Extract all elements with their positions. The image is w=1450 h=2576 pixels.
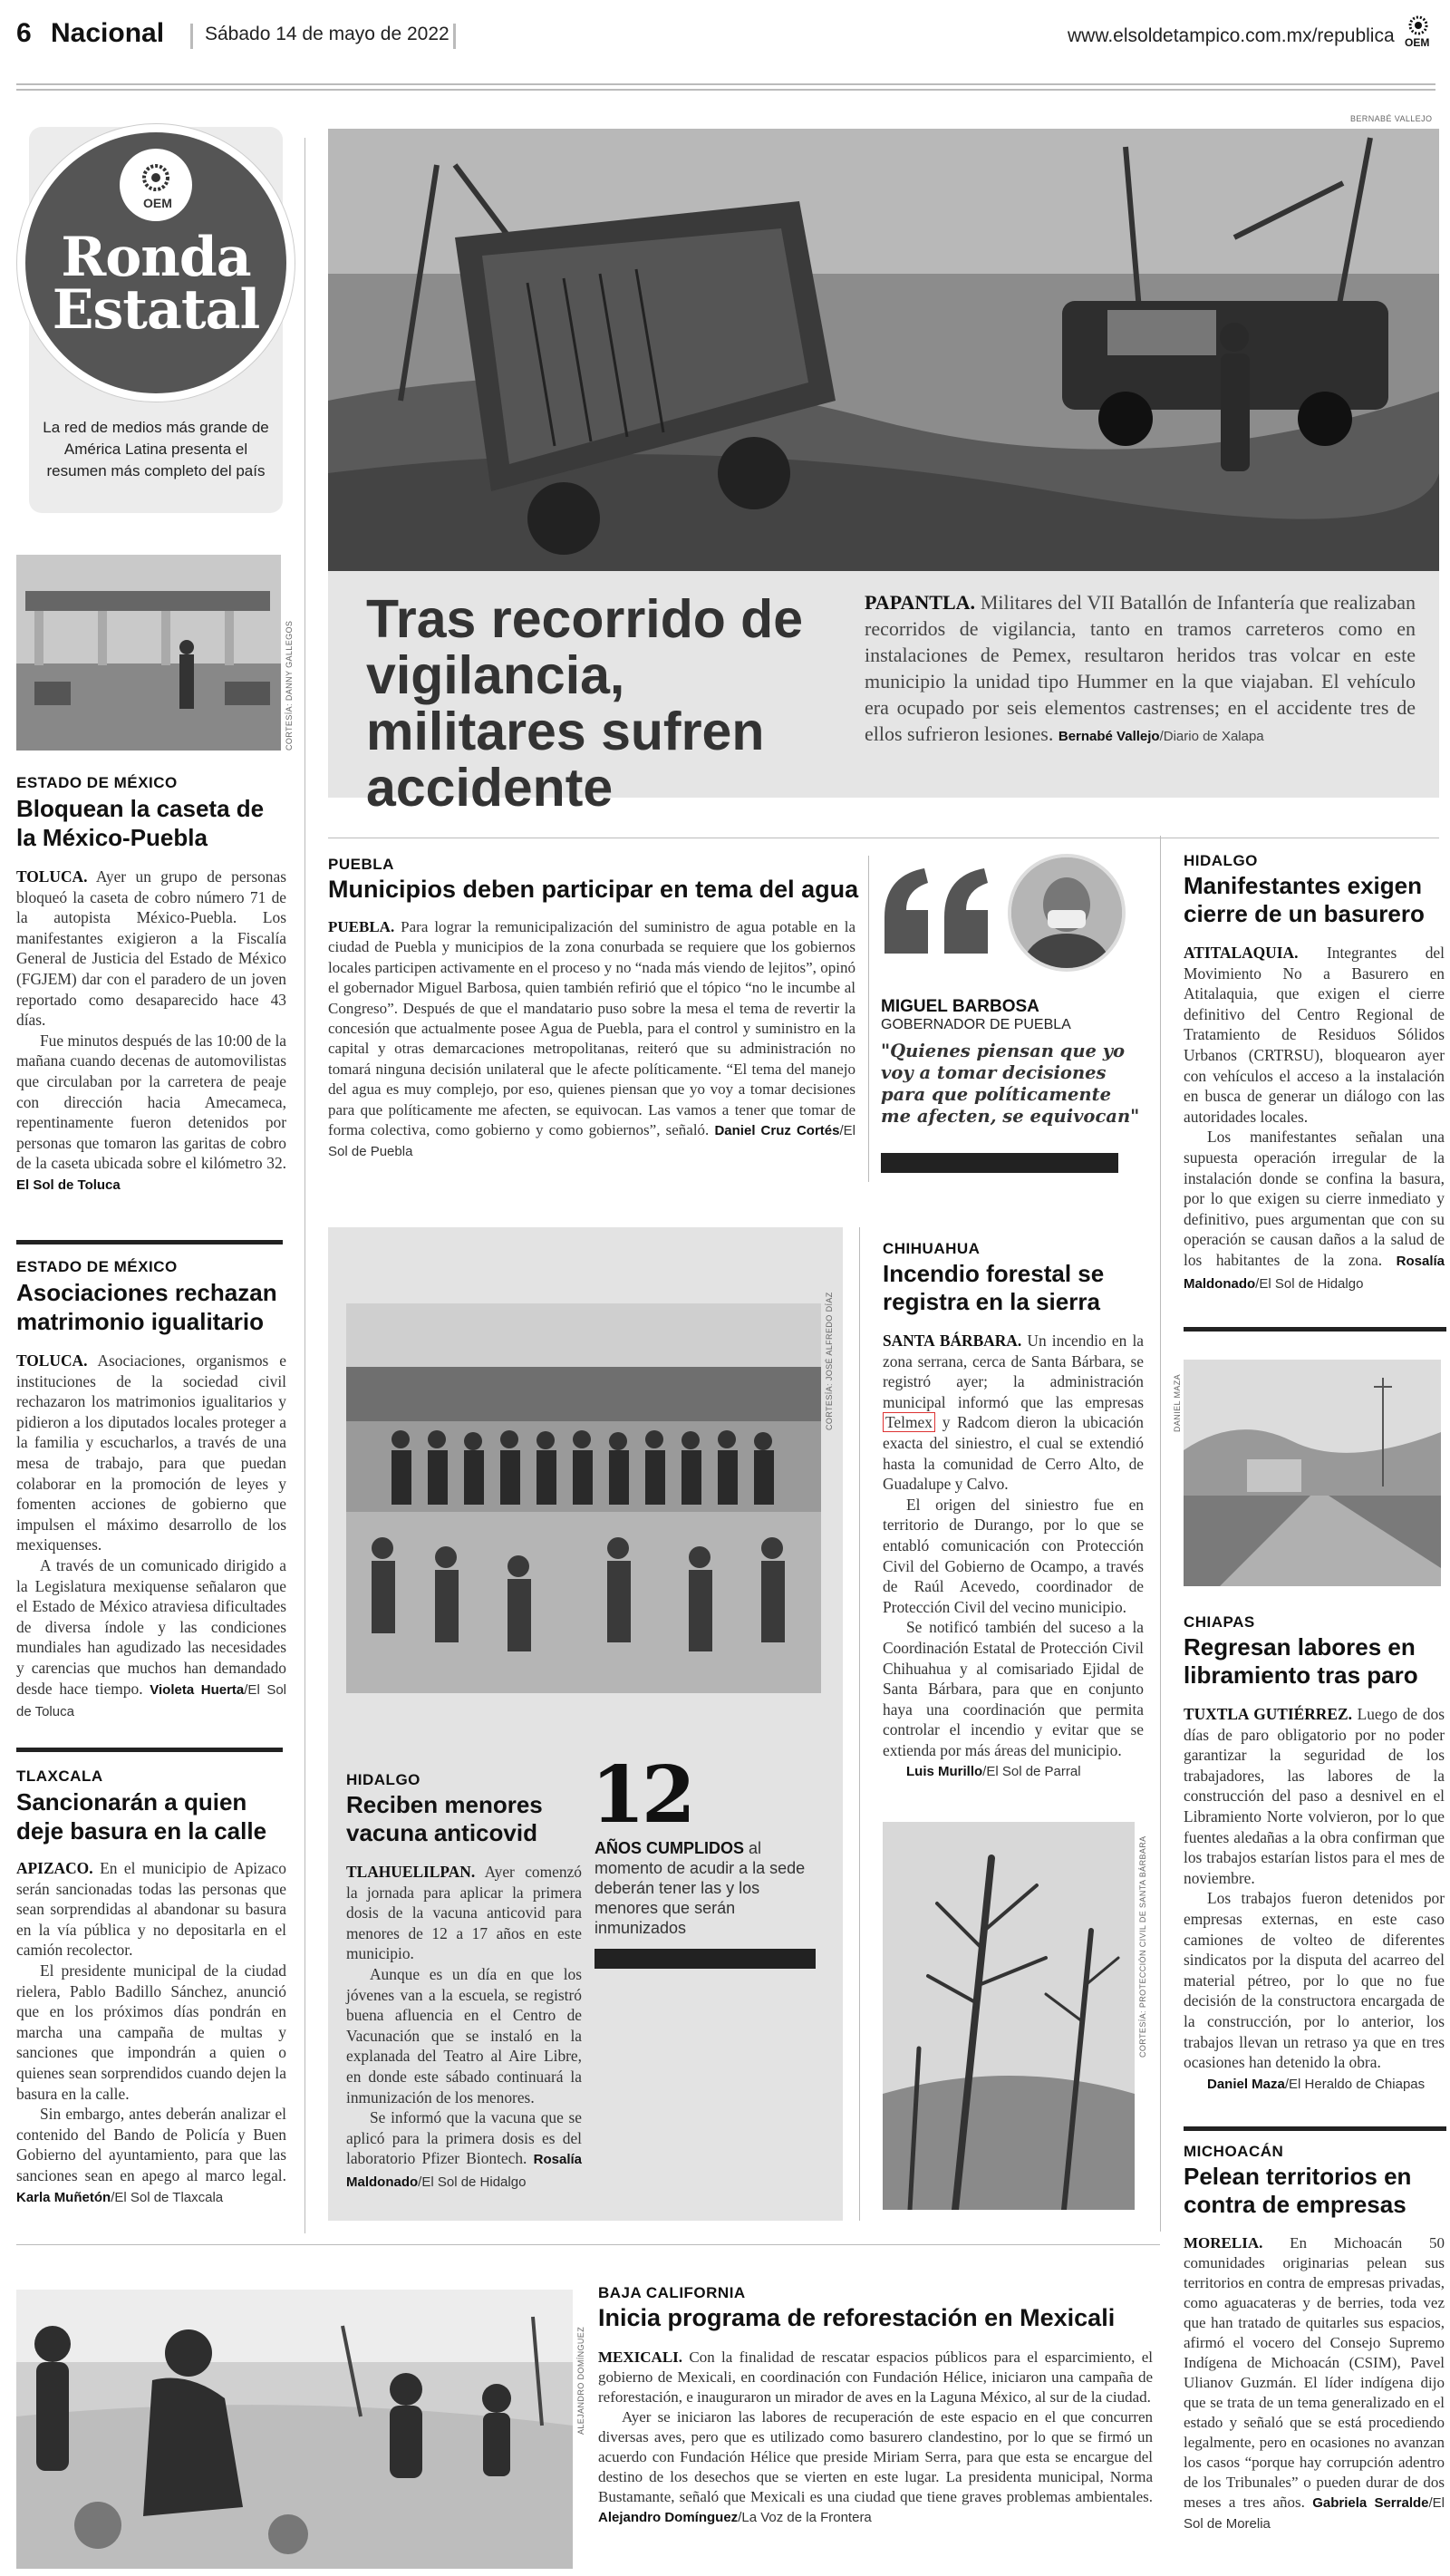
oem-logo-icon	[1401, 11, 1436, 53]
vacuna-stat-label: AÑOS CUMPLIDOS	[594, 1839, 745, 1857]
puebla-outlet: /El Sol de Puebla	[328, 1123, 856, 1160]
vacuna-outlet: /El Sol de Hidalgo	[418, 2174, 527, 2190]
lead-headline: Tras recorrido de vigilancia, militares sufren accidente	[366, 589, 804, 818]
quote-mark-icon	[879, 863, 997, 963]
highway-bypass-photo-icon	[1184, 1360, 1441, 1586]
column-divider	[868, 856, 869, 1182]
edomex1-headline: Bloquean la caseta de la México-Puebla	[16, 795, 265, 851]
overturned-military-truck-photo-icon	[328, 129, 1439, 571]
column-divider	[304, 138, 305, 2233]
ronda-tagline: La red de medios más grande de América Latina presenta el resumen más completo del país	[43, 419, 269, 479]
bajacal-photo-credit: ALEJANDRO DOMÍNGUEZ	[576, 2326, 585, 2435]
issue-date: Sábado 14 de mayo de 2022	[205, 24, 450, 44]
oem-logo-text: OEM	[1405, 36, 1430, 49]
bajacal-kicker: BAJA CALIFORNIA	[598, 2284, 746, 2301]
tlaxcala-p1: En el municipio de Apizaco serán sancionadas todas las personas que sean sorprendidas al abandonar su basura en la vía pública y no depositarla en el camión recolector.	[16, 1859, 286, 1960]
page-number: 6	[16, 18, 32, 48]
lead-photo-credit: BERNABÉ VALLEJO	[1350, 114, 1433, 123]
chihuahua-p1a: Un incendio en la zona serrana, cerca de Santa Bárbara, se registró ayer; la administración municipal informó que las empresas	[883, 1332, 1144, 1411]
site-url[interactable]: www.elsoldetampico.com.mx/republica	[1068, 25, 1395, 46]
chiapas-dateline: TUXTLA GUTIÉRREZ.	[1184, 1705, 1352, 1723]
puebla-body	[328, 917, 856, 1163]
bajacal-dateline: MEXICALI.	[598, 2348, 683, 2366]
tlaxcala-outlet: /El Sol de Tlaxcala	[111, 2189, 224, 2205]
vacuna-p1: Ayer comenzó la jornada para aplicar la primera dosis de la vacuna anticovid para menores de 12 a 17 años en este municipio.	[346, 1863, 582, 1963]
hidalgo1-byline: Rosalía Maldonado	[1184, 1253, 1445, 1292]
chihuahua-photo	[883, 1822, 1135, 2210]
vacuna-p3: Se informó que la vacuna que se aplicó para la primera dosis es del laboratorio Pfizer Biontech.	[346, 2108, 582, 2168]
edomex1-body	[16, 867, 286, 1196]
michoacan-dateline: MORELIA.	[1184, 2234, 1263, 2252]
edomex1-photo	[16, 555, 281, 751]
bajacal-body	[598, 2348, 1153, 2528]
michoacan-text: En Michoacán 50 comunidades originarias pelean sus territorios en contra de empresas privadas, como aguacateras y de berries, toda vez que han tratado de quitarles sus espacios, afirmó el vocero del Consejo Supremo Indígena de Michoacán (CSIM), Pavel Ulianov Guzmán. El líder indígena dijo que se trata de un tema generalizado en el estado y señaló que se está procediendo legalmente, pero en ocasiones no avanzan los casos “porque hay corrupción adentro de los Tribunales” o pueden durar de dos meses a tres años.	[1184, 2234, 1445, 2511]
ronda-title-2: Estatal	[52, 278, 260, 342]
chiapas-headline: Regresan labores en libramiento tras paro	[1184, 1633, 1418, 1689]
edomex2-headline: Asociaciones rechazan matrimonio igualitario	[16, 1279, 277, 1335]
edomex1-p2: Fue minutos después de las 10:00 de la mañana cuando decenas de automovilistas que circulaban por la carretera de peaje con dirección hacia Amecameca, repentinamente fueron detenidos por personas que tomaron las garitas de cobro de la caseta ubicada sobre el kilómetro 32.	[16, 1031, 286, 1173]
edomex1-photo-credit: CORTESÍA: DANNY GALLEGOS	[285, 620, 294, 751]
michoacan-outlet: /El Sol de Morelia	[1184, 2495, 1445, 2532]
chiapas-p1: Luego de dos días de paro obligatorio por no poder garantizar la seguridad de los trabajadores, las labores de la construcción del paso a desnivel en el Libramiento Norte volvieron, por lo que fuentes aledañas a la obra confirman que los trabajos estarían listos para el mes de noviembre.	[1184, 1705, 1445, 1887]
chiapas-body	[1184, 1704, 1445, 2095]
chihuahua-byline: Luis Murillo	[906, 1764, 983, 1780]
lead-byline: Bernabé Vallejo	[1058, 729, 1160, 744]
vacuna-stat-text: al momento de acudir a la sede deberán tener las y los menores que serán inmunizados	[594, 1839, 806, 1937]
puebla-dateline: PUEBLA.	[328, 918, 395, 935]
page-header	[16, 18, 1436, 54]
header-divider	[453, 24, 456, 49]
vacuna-kicker: HIDALGO	[346, 1771, 420, 1788]
header-rule	[16, 83, 1436, 85]
quote-portrait	[1008, 854, 1126, 972]
vacuna-photo	[346, 1303, 821, 1693]
tlaxcala-byline: Karla Muñetón	[16, 2189, 111, 2205]
bajacal-photo	[16, 2290, 573, 2569]
chihuahua-photo-credit: CORTESÍA: PROTECCIÓN CIVIL DE SANTA BÁRBARA	[1138, 1835, 1147, 2058]
puebla-kicker: PUEBLA	[328, 856, 394, 873]
edomex2-byline: Violeta Huerta	[150, 1681, 245, 1698]
chihuahua-headline: Incendio forestal se registra en la sierra	[883, 1260, 1105, 1315]
tlaxcala-kicker: TLAXCALA	[16, 1767, 103, 1785]
vaccination-line-photo-icon	[346, 1303, 821, 1693]
quote-text: "Quienes piensan que yo voy a tomar decisiones para que políticamente me afecten, se equivocan"	[881, 1041, 1140, 1127]
ronda-logo-text: OEM	[143, 196, 172, 210]
chiapas-kicker: CHIAPAS	[1184, 1613, 1255, 1631]
vacuna-photo-credit: CORTESÍA: JOSÉ ALFREDO DÍAZ	[825, 1292, 834, 1430]
section-rule	[16, 2244, 1160, 2245]
hidalgo1-headline: Manifestantes exigen cierre de un basurero	[1184, 872, 1425, 927]
section-name: Nacional	[51, 18, 165, 48]
chihuahua-p1b: y Radcom dieron la ubicación exacta del siniestro, el cual se extendió hasta la comunidad de Cerro Alto, de Guadalupe y Calvo.	[883, 1413, 1144, 1494]
section-rule	[1184, 2126, 1446, 2131]
hidalgo1-p2: Los manifestantes señalan una supuesta operación irregular de la instalación donde se confina la basura, por lo que exigen su cierre inmediato y definitivo, pues argumentan que con su operación se causan daños a la salud de los habitantes de la zona.	[1184, 1128, 1445, 1269]
chiapas-byline: Daniel Maza	[1207, 2076, 1285, 2092]
bajacal-headline: Inicia programa de reforestación en Mexicali	[598, 2304, 1116, 2331]
chihuahua-p3: Se notificó también del suceso a la Coordinación Estatal de Protección Civil Chihuahua y al comisariado Ejidal de Santa Bárbara, para que en conjunto haya una coordinación que permita controlar el incendio y evitar que se extienda por más áreas del municipio.	[883, 1618, 1144, 1759]
section-rule	[1184, 1327, 1446, 1332]
tlaxcala-dateline: APIZACO.	[16, 1859, 93, 1877]
lead-text: Militares del VII Batallón de Infantería que realizaban recorridos de vigilancia, tanto en tramos carreteros como en instalaciones de Pemex, resultaron heridos tras volcar en este municipio la unidad tipo Hummer en la que viajaban. El vehículo era ocupado por seis elementos castrenses; en el accidente tres de ellos sufrieron lesiones.	[865, 591, 1416, 745]
hidalgo1-dateline: ATITALAQUIA.	[1184, 944, 1299, 962]
michoacan-body	[1184, 2233, 1445, 2534]
quote-role: GOBERNADOR DE PUEBLA	[881, 1017, 1071, 1032]
lead-photo	[328, 129, 1439, 571]
vacuna-stat-rule	[594, 1949, 816, 1969]
bajacal-p2: Ayer se iniciaron las labores de recuperación de este espacio en el que concurren diversas aves, pero que es utilizado como basurero clandestino, por lo que se firmó un acuerdo con Fundación Hélice que preside Miriam Serra, para que esta se encargue del destino de los desechos que se vierten en este lugar. La presidenta municipal, Norma Bustamante, señaló que Mexicali es una ciudad que tiene graves problemas ambientales.	[598, 2408, 1153, 2505]
edomex1-kicker: ESTADO DE MÉXICO	[16, 774, 178, 791]
bajacal-p1: Con la finalidad de rescatar espacios públicos para el esparcimiento, el gobierno de Mexicali, en coordinación con Fundación Hélice, iniciaron una campaña de reforestación, e inauguraron un mirador de aves en la Laguna México, al sur de la ciudad.	[598, 2348, 1153, 2406]
edomex2-p1: Asociaciones, organismos e instituciones de la sociedad civil rechazaron los matrimonios igualitarios y pidieron a los diputados locales proteger a la familia y escucharlos, a través de una mesa de trabajo, para que puedan colaborar en la promoción de leyes y fomenten acciones de gobierno que impulsen el máximo desarrollo de los mexiquenses.	[16, 1351, 286, 1554]
michoacan-headline: Pelean territorios en contra de empresas	[1184, 2163, 1412, 2218]
hidalgo1-outlet: /El Sol de Hidalgo	[1255, 1275, 1364, 1292]
header-rule	[16, 89, 1436, 91]
chihuahua-kicker: CHIHUAHUA	[883, 1240, 981, 1257]
edomex1-p1: Ayer un grupo de personas bloqueó la caseta de cobro número 71 de la autopista México-Puebla. Los manifestantes exigieron a la Fiscalía General de Justicia del Estado de México (FGJEM) dar con el paradero de un joven reportado como desaparecido hace 43 días.	[16, 867, 286, 1030]
hidalgo1-p1: Integrantes del Movimiento No a Basurero en Atitalaquia, que exigen el cierre definitivo del Centro Regional de Tratamiento de Residuos Sólidos Urbanos (CRTRSU), bloquearon ayer con vehículos el acceso a la instalación en busca de generar un diálogo con las autoridades locales.	[1184, 944, 1445, 1126]
edomex2-p2: A través de un comunicado dirigido a la Legislatura mexiquense señalaron que el Estado de México atraviesa dificultades de diversa índole y las condiciones mundiales han agudizado las necesidades y carencias que muchos han demandado desde hace tiempo.	[16, 1555, 286, 1698]
chihuahua-p2: El origen del siniestro fue en territorio de Durango, por lo que se entabló comunicación con Protección Civil del Gobierno de Ocampo, a través de Raúl Acevedo, coordinador de Protección Civil del vecino municipio.	[883, 1495, 1144, 1616]
tlaxcala-p2: El presidente municipal de la ciudad rielera, Pablo Badillo Sánchez, anunció que en los próximos días pondrán en marcha una campaña de multas y sanciones que impondrán a quien o quienes sean sorprendidos cuando dejen la basura en la calle.	[16, 1961, 286, 2103]
puebla-headline: Municipios deben participar en tema del agua	[328, 876, 859, 903]
chiapas-p2: Los trabajos fueron detenidos por empresas externas, en este caso camiones de volteo de diferentes sindicatos por la disputa del acarreo del material pétreo, por lo que no fue decisión de la constructora encargada de la construcción, por lo anterior, los trabajos llevan un retraso ya que en tres ocasiones han detenido la obra.	[1184, 1889, 1445, 2072]
hidalgo1-kicker: HIDALGO	[1184, 852, 1258, 869]
telmex-link[interactable]: Telmex	[883, 1412, 935, 1432]
section-rule	[16, 1240, 283, 1244]
column-divider	[859, 1227, 860, 2221]
edomex2-dateline: TOLUCA.	[16, 1351, 88, 1370]
ronda-logo-icon	[120, 149, 192, 221]
vacuna-body	[346, 1862, 582, 2193]
tlaxcala-headline: Sancionarán a quien deje basura en la calle	[16, 1788, 267, 1845]
chiapas-outlet: /El Heraldo de Chiapas	[1284, 2076, 1426, 2092]
michoacan-kicker: MICHOACÁN	[1184, 2143, 1284, 2160]
chihuahua-outlet: /El Sol de Parral	[982, 1764, 1081, 1780]
edomex1-byline: El Sol de Toluca	[16, 1177, 121, 1193]
toll-booth-photo-icon	[16, 555, 281, 751]
column-divider	[1160, 836, 1161, 2232]
vacuna-stat-number: 12	[591, 1749, 692, 1841]
header-divider	[190, 24, 193, 49]
tlaxcala-p3: Sin embargo, antes deberán analizar el contenido del Bando de Policía y Buen Gobierno del ayuntamiento, para que las sanciones sean en apego al marco legal.	[16, 2105, 286, 2184]
vacuna-byline: Rosalía Maldonado	[346, 2152, 582, 2190]
reforestation-photo-icon	[16, 2290, 573, 2569]
michoacan-byline: Gabriela Serralde	[1312, 2495, 1429, 2511]
vacuna-p2: Aunque es un día en que los jóvenes van a la escuela, se registró buena afluencia en el Centro de Vacunación que se instaló en la explanada del Teatro al Aire Libre, en donde este sábado continuará la inmunización de los menores.	[346, 1964, 582, 2106]
governor-portrait-photo-icon	[1011, 857, 1122, 968]
bajacal-byline: Alejandro Domínguez	[598, 2510, 739, 2525]
section-rule	[16, 1748, 283, 1752]
edomex1-dateline: TOLUCA.	[16, 867, 88, 886]
lead-outlet: /Diario de Xalapa	[1159, 729, 1264, 744]
puebla-text: Para lograr la remunicipalización del suministro de agua potable en la ciudad de Puebla y municipios de la zona conurbada se requiere que los gobiernos locales participen activamente en el proceso y no “nada más viendo de lejitos”, opinó el gobernador Miguel Barbosa, quien también refirió que el tópico “no le incumbe al Congreso”. Después de que el mandatario puso sobre la mesa el tema de revertir la concesión que actualmente posee Agua de Puebla, para el control y suministro en la capital y otras demarcaciones metropolitanas, reiteró que su administración no tomará ninguna decisión unilateral que le afecte políticamente. “El tema del manejo del agua es muy complejo, por eso, quienes piensan que yo voy a tomar decisiones para que políticamente me afecten, se equivocan. Las vamos a tener que tomar de forma colectiva, como gobierno y como gobiernos”, señaló.	[328, 918, 856, 1139]
bajacal-outlet: /La Voz de la Frontera	[738, 2510, 872, 2525]
lead-body	[865, 589, 1416, 750]
vacuna-headline: Reciben menores vacuna anticovid	[346, 1791, 543, 1846]
soldier-shape	[1220, 323, 1250, 471]
edomex2-outlet: /El Sol de Toluca	[16, 1681, 286, 1720]
quote-name: MIGUEL BARBOSA	[881, 997, 1039, 1016]
chihuahua-dateline: SANTA BÁRBARA.	[883, 1332, 1022, 1350]
chiapas-photo-credit: DANIEL MAZA	[1173, 1373, 1182, 1432]
puebla-byline: Daniel Cruz Cortés	[714, 1123, 840, 1139]
tlaxcala-body	[16, 1858, 286, 2208]
quote-rule	[881, 1153, 1118, 1173]
vacuna-stat	[594, 1838, 821, 1938]
edomex2-body	[16, 1351, 286, 1723]
vacuna-dateline: TLAHUELILPAN.	[346, 1863, 476, 1881]
hidalgo1-body	[1184, 943, 1445, 1294]
chiapas-photo	[1184, 1360, 1441, 1586]
edomex2-kicker: ESTADO DE MÉXICO	[16, 1258, 178, 1275]
burned-forest-photo-icon	[883, 1822, 1135, 2210]
lead-dateline: PAPANTLA.	[865, 591, 976, 614]
ronda-title-1: Ronda	[61, 226, 251, 289]
chihuahua-body	[883, 1331, 1144, 1783]
